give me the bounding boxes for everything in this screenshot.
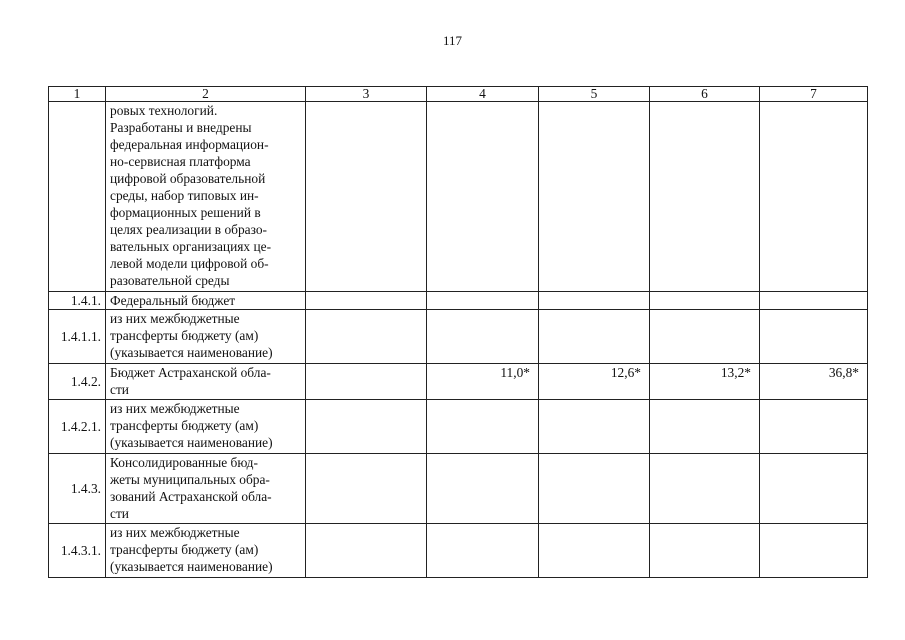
cell-col3 — [306, 102, 427, 292]
cell-col4: 11,0* — [427, 364, 539, 400]
cell-col4 — [427, 102, 539, 292]
cell-col6: 13,2* — [650, 364, 760, 400]
row-number — [49, 102, 106, 292]
column-header: 2 — [106, 87, 306, 102]
table-row — [49, 364, 868, 400]
cell-col5 — [539, 102, 650, 292]
cell-col4 — [427, 524, 539, 578]
cell-col3 — [306, 292, 427, 310]
row-description: из них межбюджетные трансферты бюджету (ам) (указывается наименование) — [106, 310, 306, 364]
row-description: Бюджет Астраханской обла- сти — [106, 364, 306, 400]
page-number: 117 — [442, 33, 463, 48]
cell-col3 — [306, 454, 427, 524]
cell-col7 — [760, 454, 868, 524]
cell-col6 — [650, 310, 760, 364]
cell-col3 — [306, 400, 427, 454]
row-number: 1.4.3. — [49, 454, 106, 524]
cell-col6 — [650, 102, 760, 292]
cell-col7 — [760, 292, 868, 310]
cell-col7: 36,8* — [760, 364, 868, 400]
cell-col6 — [650, 454, 760, 524]
cell-col4 — [427, 310, 539, 364]
budget-table — [48, 86, 868, 578]
cell-col5 — [539, 292, 650, 310]
table-header-row — [49, 87, 868, 102]
column-header: 4 — [427, 87, 539, 102]
cell-col4 — [427, 400, 539, 454]
row-number: 1.4.2. — [49, 364, 106, 400]
row-description: из них межбюджетные трансферты бюджету (ам) (указывается наименование) — [106, 400, 306, 454]
cell-col4 — [427, 292, 539, 310]
table-row — [49, 400, 868, 454]
row-number: 1.4.3.1. — [49, 524, 106, 578]
table-row — [49, 102, 868, 292]
cell-col5: 12,6* — [539, 364, 650, 400]
row-number: 1.4.1. — [49, 292, 106, 310]
column-header: 1 — [49, 87, 106, 102]
cell-col7 — [760, 310, 868, 364]
cell-col3 — [306, 310, 427, 364]
row-description: Федеральный бюджет — [106, 292, 306, 310]
row-description: из них межбюджетные трансферты бюджету (ам) (указывается наименование) — [106, 524, 306, 578]
column-header: 6 — [650, 87, 760, 102]
cell-col5 — [539, 310, 650, 364]
column-header: 5 — [539, 87, 650, 102]
cell-col3 — [306, 524, 427, 578]
cell-col6 — [650, 400, 760, 454]
cell-col6 — [650, 292, 760, 310]
cell-col5 — [539, 524, 650, 578]
row-number: 1.4.2.1. — [49, 400, 106, 454]
cell-col4 — [427, 454, 539, 524]
cell-col6 — [650, 524, 760, 578]
table-row — [49, 310, 868, 364]
column-header: 3 — [306, 87, 427, 102]
cell-col7 — [760, 400, 868, 454]
cell-col7 — [760, 102, 868, 292]
row-description: ровых технологий. Разработаны и внедрены федеральная информацион- но-сервисная платформа цифровой образовательной среды, набор типовых ин- формационных решений в целях реализации в образо- вательных организациях це- левой модели цифровой об- разовательной среды — [106, 102, 306, 292]
table-row — [49, 292, 868, 310]
cell-col7 — [760, 524, 868, 578]
table-row — [49, 524, 868, 578]
cell-col3 — [306, 364, 427, 400]
row-number: 1.4.1.1. — [49, 310, 106, 364]
table-row — [49, 454, 868, 524]
cell-col5 — [539, 400, 650, 454]
row-description: Консолидированные бюд- жеты муниципальных обра- зований Астраханской обла- сти — [106, 454, 306, 524]
column-header: 7 — [760, 87, 868, 102]
cell-col5 — [539, 454, 650, 524]
